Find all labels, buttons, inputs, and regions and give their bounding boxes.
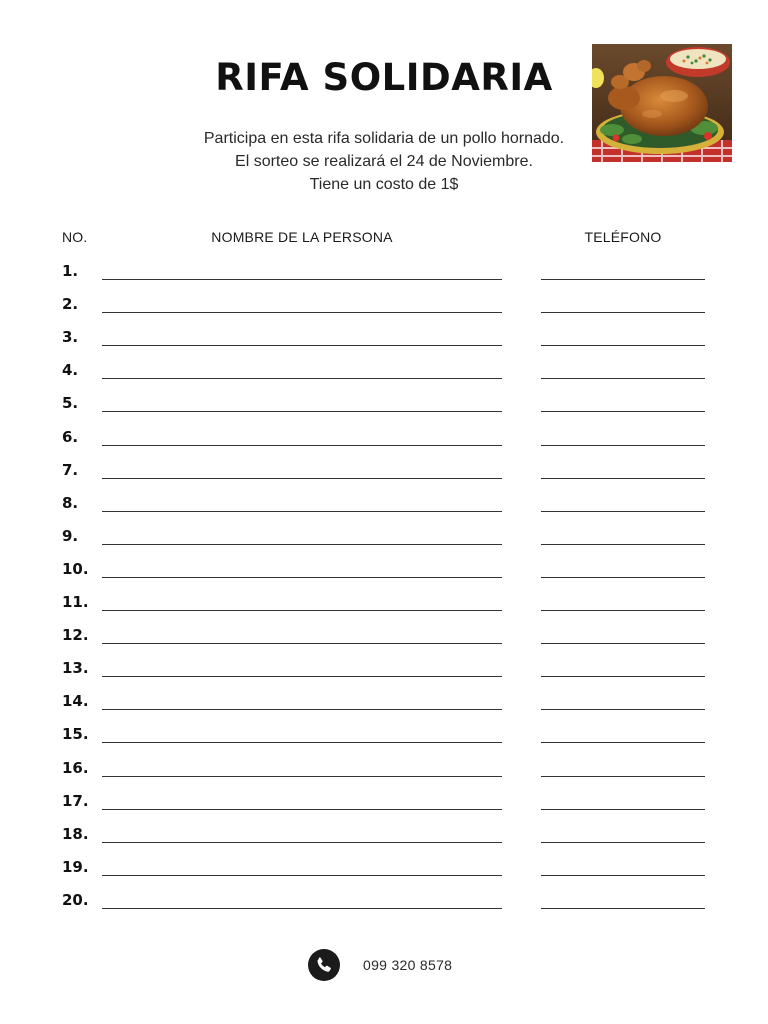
row-number: 14.: [62, 692, 89, 711]
phone-blank-line: [541, 577, 705, 578]
row-number: 8.: [62, 493, 79, 512]
table-row: [0, 428, 768, 461]
phone-blank-line: [541, 511, 705, 512]
phone-blank-line: [541, 908, 705, 909]
row-number: 5.: [62, 394, 79, 413]
roast-chicken-photo: [592, 44, 732, 162]
table-row: [0, 560, 768, 593]
row-number: 12.: [62, 626, 89, 645]
name-blank-line: [102, 875, 502, 876]
row-number: 18.: [62, 824, 89, 843]
name-blank-line: [102, 776, 502, 777]
table-row: [0, 328, 768, 361]
name-blank-line: [102, 345, 502, 346]
name-blank-line: [102, 511, 502, 512]
row-number: 11.: [62, 593, 89, 611]
name-blank-line: [102, 908, 502, 909]
table-row: [0, 262, 768, 295]
name-blank-line: [102, 478, 502, 479]
phone-blank-line: [541, 445, 705, 446]
phone-blank-line: [541, 875, 705, 876]
name-blank-line: [102, 577, 502, 578]
table-row: [0, 394, 768, 427]
row-number: 9.: [62, 526, 79, 545]
description-line-1: Participa en esta rifa solidaria de un pollo hornado.: [203, 130, 565, 147]
phone-blank-line: [541, 279, 705, 280]
name-blank-line: [102, 544, 502, 545]
name-blank-line: [102, 378, 502, 379]
row-number: 3.: [62, 328, 79, 347]
column-header-name: NOMBRE DE LA PERSONA: [211, 229, 393, 245]
name-blank-line: [102, 676, 502, 677]
name-blank-line: [102, 279, 502, 280]
table-row: [0, 626, 768, 659]
table-row: [0, 725, 768, 758]
phone-blank-line: [541, 842, 705, 843]
contact-phone-number: 099 320 8578: [363, 957, 453, 973]
row-number: 1.: [62, 262, 79, 280]
row-number: 17.: [62, 791, 89, 810]
column-header-number: NO.: [62, 229, 88, 245]
phone-blank-line: [541, 643, 705, 644]
phone-blank-line: [541, 478, 705, 479]
row-number: 19.: [62, 857, 89, 876]
name-blank-line: [102, 445, 502, 446]
row-number: 10.: [62, 559, 89, 578]
phone-blank-line: [541, 676, 705, 677]
table-row: [0, 825, 768, 858]
phone-blank-line: [541, 709, 705, 710]
description-line-2: El sorteo se realizará el 24 de Noviembre.: [235, 153, 533, 170]
name-blank-line: [102, 809, 502, 810]
table-row: [0, 494, 768, 527]
table-row: [0, 593, 768, 626]
phone-blank-line: [541, 544, 705, 545]
table-row: [0, 659, 768, 692]
name-blank-line: [102, 643, 502, 644]
table-row: [0, 295, 768, 328]
name-blank-line: [102, 709, 502, 710]
phone-blank-line: [541, 378, 705, 379]
phone-blank-line: [541, 776, 705, 777]
table-row: [0, 891, 768, 924]
table-row: [0, 692, 768, 725]
name-blank-line: [102, 312, 502, 313]
column-header-phone: TELÉFONO: [584, 229, 662, 245]
phone-icon: [308, 949, 340, 981]
row-number: 20.: [62, 890, 89, 909]
phone-blank-line: [541, 345, 705, 346]
row-number: 6.: [62, 427, 79, 446]
row-number: 2.: [62, 295, 79, 314]
name-blank-line: [102, 742, 502, 743]
table-row: [0, 858, 768, 891]
table-row: [0, 461, 768, 494]
table-row: [0, 792, 768, 825]
page-title: RIFA SOLIDARIA: [215, 56, 553, 99]
description-line-3: Tiene un costo de 1$: [309, 176, 459, 193]
phone-blank-line: [541, 809, 705, 810]
phone-blank-line: [541, 610, 705, 611]
name-blank-line: [102, 411, 502, 412]
table-row: [0, 527, 768, 560]
table-row: [0, 759, 768, 792]
table-row: [0, 361, 768, 394]
row-number: 13.: [62, 659, 89, 678]
phone-blank-line: [541, 312, 705, 313]
name-blank-line: [102, 842, 502, 843]
phone-blank-line: [541, 411, 705, 412]
row-number: 4.: [62, 361, 79, 380]
name-blank-line: [102, 610, 502, 611]
row-number: 7.: [62, 460, 79, 479]
phone-blank-line: [541, 742, 705, 743]
row-number: 16.: [62, 758, 89, 777]
row-number: 15.: [62, 725, 89, 744]
